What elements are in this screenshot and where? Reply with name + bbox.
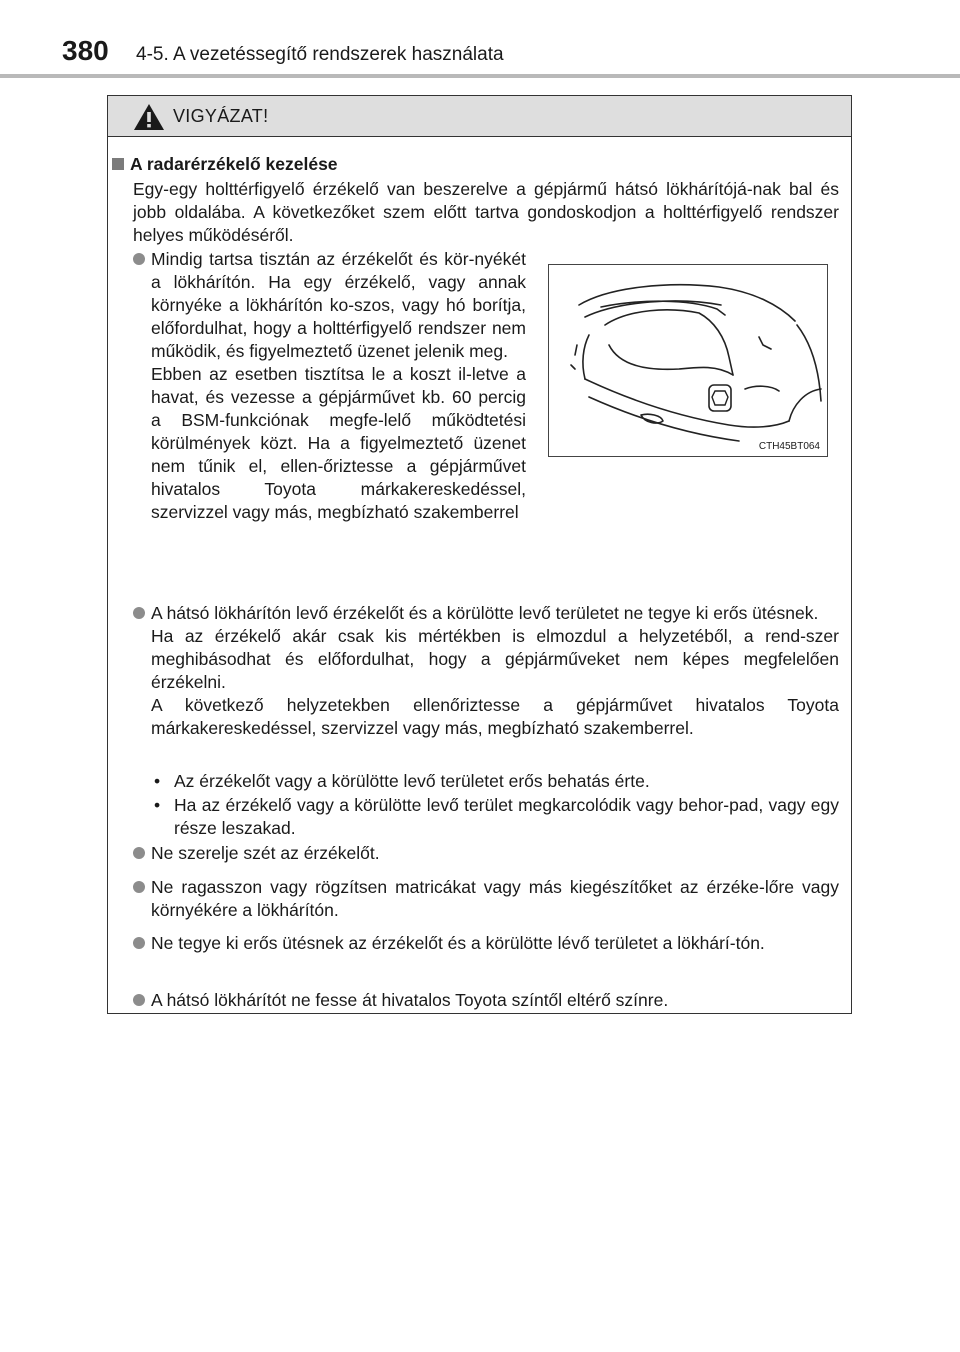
caution-header [108, 96, 851, 137]
sub-list-item [154, 794, 839, 840]
round-bullet-icon [133, 253, 145, 265]
bullet-paragraph: Mindig tartsa tisztán az érzékelőt és kör-nyékét a lökhárítón. Ha egy érzékelő, vagy annak környéke a lökhárítón ko-szos, vagy hó borítja, előfordulhat, hogy a holttérfigyelő rendszer nem működik, és figyelmeztető üzenet jelenik meg. [151, 249, 526, 361]
list-item [133, 876, 839, 922]
warning-triangle-icon [133, 103, 165, 131]
page-header [0, 0, 960, 80]
page-number: 380 [62, 35, 109, 66]
list-item [133, 248, 526, 524]
chapter-title: 4-5. A vezetéssegítő rendszerek használata [136, 44, 504, 65]
sub-list-text: Az érzékelőt vagy a körülötte levő területet erős behatás érte. [174, 771, 650, 791]
round-bullet-icon [133, 847, 145, 859]
bullet-paragraph: Ne ragasszon vagy rögzítsen matricákat vagy más kiegészítőket az érzéke-lőre vagy környékére a lökhárítón. [151, 877, 839, 920]
bullet-paragraph: Ne szerelje szét az érzékelőt. [151, 843, 380, 863]
sensor-figure [548, 264, 828, 457]
round-bullet-icon [133, 937, 145, 949]
header-rule [0, 74, 960, 78]
bullet-paragraph: A hátsó lökhárítót ne fesse át hivatalos Toyota színtől eltérő színre. [151, 990, 669, 1010]
list-item [133, 989, 839, 1012]
small-bullet-icon: • [154, 771, 161, 791]
car-rear-bumper-sensor-illustration [549, 265, 827, 456]
round-bullet-icon [133, 607, 145, 619]
sensor-location-icon [709, 385, 731, 411]
figure-code: CTH45BT064 [758, 441, 820, 452]
square-bullet-icon [112, 158, 124, 170]
round-bullet-icon [133, 994, 145, 1006]
section-title: A radarérzékelő kezelése [112, 153, 338, 175]
sub-list-item [154, 770, 839, 793]
bullet-paragraph: A következő helyzetekben ellenőriztesse a gépjárművet hivatalos Toyota márkakereskedéssel, szervizzel vagy más, megbízható szakemberrel. [151, 695, 839, 738]
list-item [133, 602, 839, 740]
list-item [133, 932, 839, 955]
round-bullet-icon [133, 881, 145, 893]
intro-paragraph: Egy-egy holttérfigyelő érzékelő van beszerelve a gépjármű hátsó lökhárítójá-nak bal és jobb oldalába. A következőket szem előtt tartva gondoskodjon a holttérfigyelő rendszer helyes működéséről. [133, 179, 839, 245]
bullet-paragraph: Ne tegye ki erős ütésnek az érzékelőt és a körülötte lévő területet a lökhárí-tón. [151, 933, 765, 953]
caution-title: VIGYÁZAT! [173, 106, 269, 126]
sub-list-text: Ha az érzékelő vagy a körülötte levő terület megkarcolódik vagy behor-pad, vagy egy része leszakad. [174, 795, 839, 838]
caution-box [107, 95, 852, 1014]
small-bullet-icon: • [154, 795, 161, 815]
list-item [133, 842, 839, 865]
bullet-paragraph: A hátsó lökhárítón levő érzékelőt és a körülötte levő területet ne tegye ki erős ütésnek. [151, 603, 819, 623]
bullet-paragraph: Ebben az esetben tisztítsa le a koszt il-letve a havat, és vezesse a gépjárművet kb. 60 percig a BSM-funkciónak megfe-lelő működtetési körülmények közt. Ha a figyelmeztető üzenet nem tűnik el, ellen-őriztesse a gépjárművet hivatalos Toyota márkakereskedéssel, szervizzel vagy más, megbízható szakemberrel [151, 364, 526, 522]
bullet-paragraph: Ha az érzékelő akár csak kis mértékben is elmozdul a helyzetéből, a rend-szer meghibásodhat és előfordulhat, hogy a gépjárműveket nem képes megfelelően érzékelni. [151, 626, 839, 692]
